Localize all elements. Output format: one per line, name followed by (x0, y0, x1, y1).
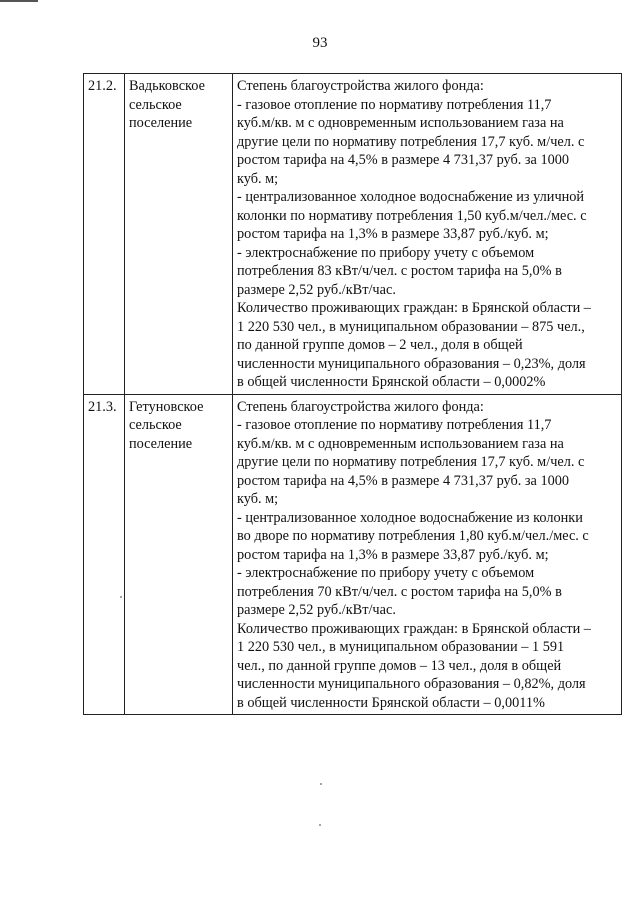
description-line: - газовое отопление по нормативу потребления 11,7 (237, 417, 552, 433)
description-line: во дворе по нормативу потребления 1,80 куб.м/чел./мес. с (237, 528, 589, 544)
description-line: ростом тарифа на 4,5% в размере 4 731,37 руб. за 1000 (237, 472, 570, 489)
settlement-table (83, 73, 622, 715)
settlement-name (125, 394, 233, 715)
name-line: поселение (129, 115, 193, 131)
description-line: чел., по данной группе домов – 13 чел., доля в общей (237, 657, 562, 674)
description-line: другие цели по нормативу потребления 17,7 куб. м/чел. с (237, 133, 585, 150)
description-line: - газовое отопление по нормативу потребления 11,7 (237, 96, 552, 113)
name-line: сельское (129, 417, 182, 433)
description-line: численности муниципального образования – 0,82%, доля (237, 676, 586, 692)
description-line: колонки по нормативу потребления 1,50 куб.м/чел./мес. с (237, 207, 587, 224)
description-line: 1 220 530 чел., в муниципальном образовании – 875 чел., (237, 318, 585, 335)
settlement-description (233, 394, 622, 715)
row-number: 21.3. (84, 394, 125, 715)
description-line: - электроснабжение по прибору учету с объемом (237, 565, 535, 581)
description-line: - централизованное холодное водоснабжение из уличной (237, 189, 585, 205)
name-line: поселение (129, 435, 193, 452)
row-number: 21.2. (84, 74, 125, 395)
description-line: в общей численности Брянской области – 0,0011% (237, 694, 545, 711)
description-line: Количество проживающих граждан: в Брянской области – (237, 620, 591, 637)
description-line: потребления 83 кВт/ч/чел. с ростом тарифа на 5,0% в (237, 263, 562, 279)
description-line: 1 220 530 чел., в муниципальном образовании – 1 591 (237, 639, 565, 655)
name-line: сельское (129, 96, 182, 113)
description-line: - централизованное холодное водоснабжение из колонки (237, 509, 583, 526)
settlement-description (233, 74, 622, 395)
description-line: по данной группе домов – 2 чел., доля в общей (237, 337, 523, 353)
page-number: 93 (312, 35, 328, 51)
description-line: ростом тарифа на 1,3% в размере 33,87 руб./куб. м; (237, 546, 549, 563)
description-line: размере 2,52 руб./кВт/час. (237, 602, 396, 618)
description-line: другие цели по нормативу потребления 17,7 куб. м/чел. с (237, 454, 585, 470)
description-line: куб.м/кв. м с одновременным использованием газа на (237, 435, 564, 452)
description-line: куб. м; (237, 170, 279, 187)
description-line: потребления 70 кВт/ч/чел. с ростом тарифа на 5,0% в (237, 583, 562, 600)
description-line: ростом тарифа на 4,5% в размере 4 731,37 руб. за 1000 (237, 152, 570, 168)
scan-speck (319, 824, 321, 826)
scan-speck (120, 596, 122, 598)
description-line: - электроснабжение по прибору учету с объемом (237, 244, 535, 261)
description-line: в общей численности Брянской области – 0,0002% (237, 374, 546, 390)
description-line: ростом тарифа на 1,3% в размере 33,87 руб./куб. м; (237, 226, 549, 242)
table-row-21-2 (84, 74, 622, 395)
scan-edge-mark (0, 0, 38, 2)
description-line: куб. м; (237, 491, 279, 507)
description-line: куб.м/кв. м с одновременным использованием газа на (237, 115, 564, 131)
table-row-21-3 (84, 394, 622, 715)
description-line: размере 2,52 руб./кВт/час. (237, 281, 396, 298)
scan-speck (320, 783, 322, 785)
name-line: Вадьковское (129, 78, 205, 94)
description-line: Количество проживающих граждан: в Брянской области – (237, 300, 591, 316)
settlement-name (125, 74, 233, 395)
name-line: Гетуновское (129, 398, 204, 415)
description-line: численности муниципального образования – 0,23%, доля (237, 355, 586, 372)
description-line: Степень благоустройства жилого фонда: (237, 398, 484, 415)
description-line: Степень благоустройства жилого фонда: (237, 78, 484, 94)
